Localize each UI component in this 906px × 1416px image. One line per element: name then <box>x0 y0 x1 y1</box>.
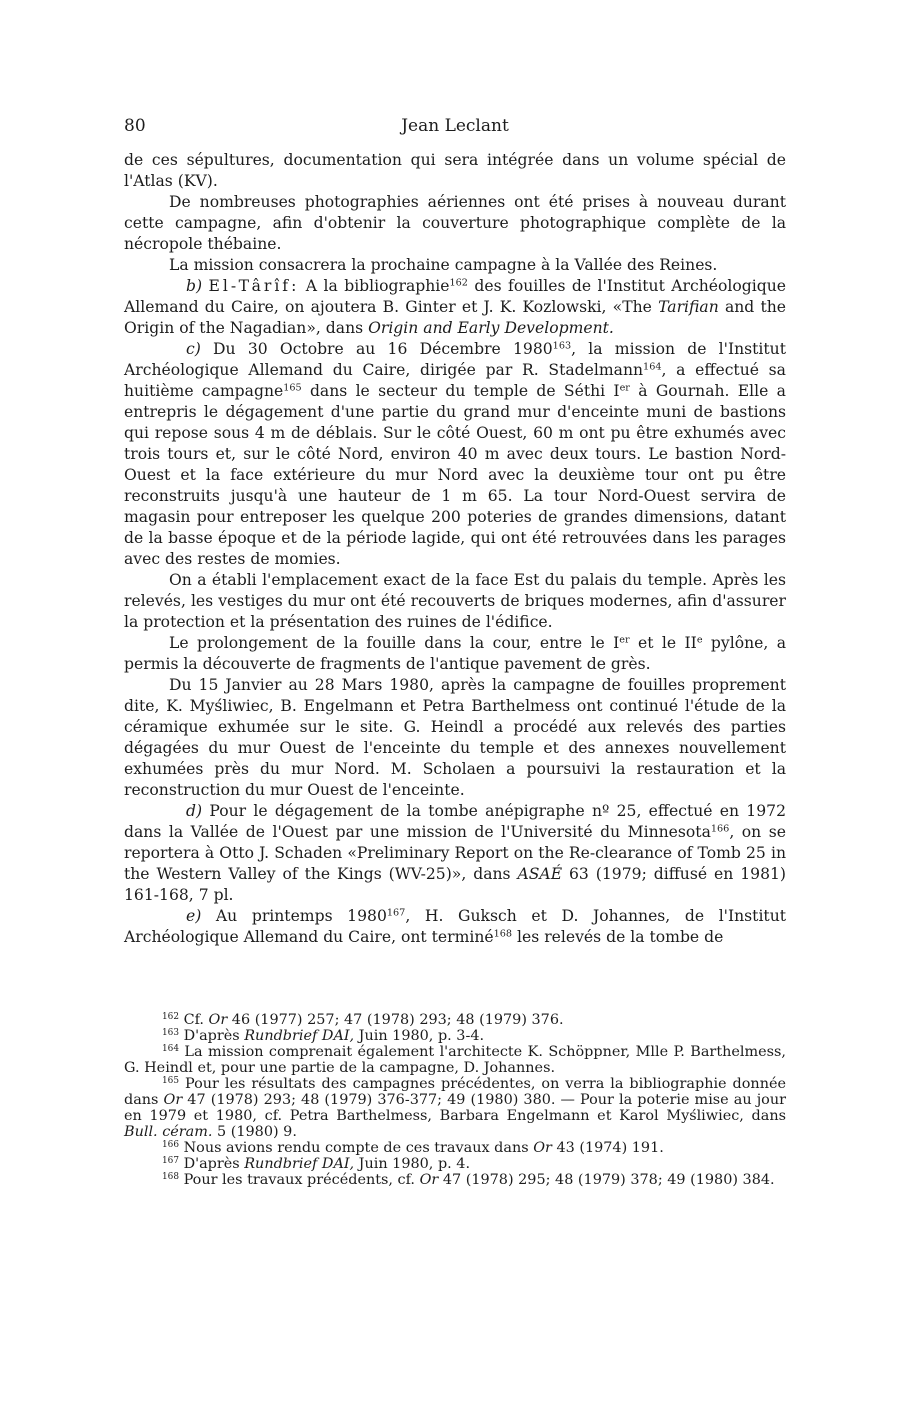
paragraph: Le prolongement de la fouille dans la cour, entre le Ier et le IIe pylône, a permis la découverte de fragments de l'antique pavement de grès. <box>124 634 787 673</box>
footnote-ref[interactable]: 166 <box>710 823 730 835</box>
page-header <box>124 114 786 140</box>
paragraph: La mission consacrera la prochaine campagne à la Vallée des Reines. <box>169 256 718 274</box>
footnote-ref[interactable]: 162 <box>449 277 468 289</box>
paragraph: On a établi l'emplacement exact de la face Est du palais du temple. Après les relevés, les vestiges du mur ont été recouverts de briques modernes, afin d'assurer la protection et la présentation des ruines de l'édifice. <box>124 571 786 631</box>
site-name: El-Târîf: <box>208 277 300 295</box>
page-number: 80 <box>124 116 146 136</box>
footnote: $^{163}$ D'après Rundbrief DAI, Juin 1980, p. 3-4. <box>162 1028 485 1044</box>
paragraph-c: c) Du 30 Octobre au 16 Décembre 1980$^{163}$, la mission de l'Institut Archéologique Allemand du Caire, dirigée par R. Stadelmann$^{164}$, a effectué sa huitième campagne$^{165}$ dans le secteur du temple de Séthi Ier à Gournah. Elle a entrepris le dégagement d'une partie du grand mur d'enceinte muni de bastions qui repose sous 4 m de déblais. Sur le côté Ouest, 60 m ont pu être exhumés avec trois tours et, sur le côté Nord, environ 40 m avec deux tours. Le bastion Nord-Ouest et la face extérieure du mur Nord avec la deuxième tour ont pu être reconstruits jusqu'à une hauteur de 1 m 65. La tour Nord-Ouest servira de magasin pour entreposer les quelque 200 poteries de grandes dimensions, datant de la basse époque et de la période lagide, qui ont été retrouvées dans les parages avec des restes de momies. <box>124 340 786 568</box>
footnote: $^{166}$ Nous avions rendu compte de ces travaux dans Or 43 (1974) 191. <box>162 1140 664 1156</box>
footnote: $^{165}$ Pour les résultats des campagnes précédentes, on verra la bibliographie donnée dans Or 47 (1978) 293; 48 (1979) 376-377; 49 (1980) 380. — Pour la poterie mise au jour en 1979 et 1980, cf. Petra Barthelmess, Barbara Engelmann et Karol Myśliwiec, dans Bull. céram. 5 (1980) 9. <box>124 1076 786 1140</box>
footnote: $^{162}$ Cf. Or 46 (1977) 257; 47 (1978) 293; 48 (1979) 376. <box>162 1012 564 1028</box>
footnote-ref[interactable]: 163 <box>552 340 572 352</box>
footnote: $^{168}$ Pour les travaux précédents, cf. Or 47 (1978) 295; 48 (1979) 378; 49 (1980) 384. <box>162 1172 775 1188</box>
paragraph-d: d) Pour le dégagement de la tombe anépigraphe nº 25, effectué en 1972 dans la Vallée de l'Ouest par une mission de l'Université du Minnesota$^{166}$, on se reportera à Otto J. Schaden «Preliminary Report on the Re-clearance of Tomb 25 in the Western Valley of the Kings (WV-25)», dans ASAÉ 63 (1979; diffusé en 1981) 161-168, 7 pl. <box>124 802 786 904</box>
footnote-number: 163 <box>162 1028 179 1039</box>
footnote-number: 165 <box>162 1076 179 1087</box>
footnote-ref[interactable]: 164 <box>643 361 662 373</box>
paragraph-e: e) Au printemps 1980$^{167}$, H. Guksch et D. Johannes, de l'Institut Archéologique Allemand du Caire, ont terminé$^{168}$ les relevés de la tombe de <box>124 907 787 946</box>
footnote-number: 168 <box>162 1172 179 1183</box>
footnote-ref[interactable]: 168 <box>493 928 513 940</box>
footnote-ref[interactable]: 167 <box>386 907 406 919</box>
paragraph-b: b) El-Târîf: A la bibliographie$^{162}$ des fouilles de l'Institut Archéologique Allemand du Caire, on ajoutera B. Ginter et J. K. Kozlowski, «The Tarifian and the Origin of the Nagadian», dans Origin and Early Development. <box>124 277 786 337</box>
footnote-number: 166 <box>162 1140 179 1151</box>
main-text <box>124 150 786 948</box>
section-label: b) <box>186 277 203 295</box>
footnote: $^{164}$ La mission comprenait également l'architecte K. Schöppner, Mlle P. Barthelmess, G. Heindl et, pour une partie de la campagne, D. Johannes. <box>124 1044 786 1076</box>
footnote-number: 162 <box>162 1012 179 1023</box>
paragraph: de ces sépultures, documentation qui sera intégrée dans un volume spécial de l'Atlas (KV). <box>124 151 786 190</box>
section-label: e) <box>186 907 202 925</box>
footnote-ref[interactable]: 165 <box>283 382 302 394</box>
paragraph: De nombreuses photographies aériennes ont été prises à nouveau durant cette campagne, afin d'obtenir la couverture photographique complète de la nécropole thébaine. <box>124 193 786 253</box>
footnote-number: 164 <box>162 1044 179 1055</box>
section-label: c) <box>186 340 201 358</box>
running-head: Jean Leclant <box>401 116 509 136</box>
footnote-number: 167 <box>162 1156 179 1167</box>
footnotes <box>124 1012 786 1188</box>
section-label: d) <box>186 802 203 820</box>
footnote: $^{167}$ D'après Rundbrief DAI, Juin 1980, p. 4. <box>162 1156 471 1172</box>
paragraph: Du 15 Janvier au 28 Mars 1980, après la campagne de fouilles proprement dite, K. Myśliwiec, B. Engelmann et Petra Barthelmess ont continué l'étude de la céramique exhumée sur le site. G. Heindl a procédé aux relevés des parties dégagées du mur Ouest de l'enceinte du temple et des annexes nouvellement exhumées près du mur Nord. M. Scholaen a poursuivi la restauration et la reconstruction du mur Ouest de l'enceinte. <box>124 676 786 799</box>
